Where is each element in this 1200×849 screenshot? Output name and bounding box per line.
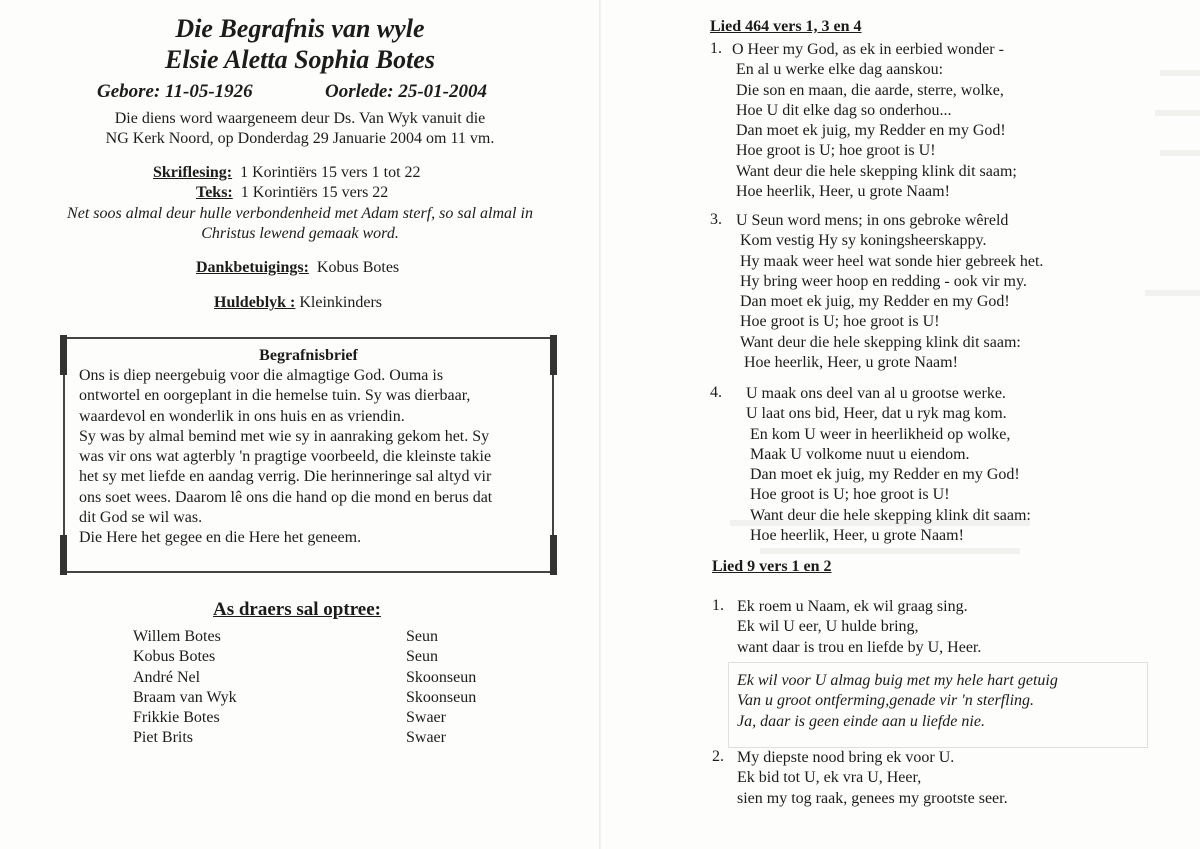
funeral-letter-box — [63, 337, 554, 573]
scripture-label: Skriflesing: — [153, 164, 233, 181]
letter-line: dit God se wil was. — [79, 509, 203, 527]
letter-line: Die Here het gegee en die Here het geneem. — [79, 529, 362, 547]
verse-line: Ek bid tot U, ek vra U, Heer, — [737, 769, 922, 787]
letter-line: ons soet wees. Daarom lê ons die hand op die mond en berus dat — [79, 488, 493, 506]
verse-line: Kom vestig Hy sy koningsheerskappy. — [740, 232, 987, 250]
pallbearer-relations — [406, 627, 476, 749]
verse-line: Hy maak weer heel wat sonde hier gebreek het. — [740, 252, 1044, 270]
sermon-text — [196, 184, 388, 202]
bleed-through-mark — [1145, 290, 1200, 296]
pallbearer-relation: Seun — [406, 628, 438, 645]
thanks-row — [196, 259, 399, 277]
verse-line: Hoe groot is U; hoe groot is U! — [750, 486, 950, 504]
verse-line: Hoe U dit elke dag so onderhou... — [736, 101, 952, 119]
verse-line: Ek wil U eer, U hulde bring, — [737, 618, 919, 636]
verse-line: want daar is trou en liefde by U, Heer. — [737, 638, 982, 656]
bleed-through-mark — [1160, 70, 1200, 76]
verse-line: Dan moet ek juig, my Redder en my God! — [740, 293, 1010, 311]
box-corner-bottom-right — [550, 535, 557, 575]
verse-line: Dan moet ek juig, my Redder en my God! — [736, 122, 1006, 140]
verse-line: Ek roem u Naam, ek wil graag sing. — [737, 598, 968, 615]
chorus-line: Ek wil voor U almag buig met my hele hart getuig — [737, 672, 1058, 689]
box-corner-bottom-left — [60, 535, 67, 575]
chorus-line: Ja, daar is geen einde aan u liefde nie. — [737, 712, 985, 730]
pallbearer-name: Piet Brits — [133, 729, 194, 747]
verse-line: Want deur die hele skepping klink dit saam; — [736, 162, 1017, 180]
pallbearer-relation: Skoonseun — [406, 688, 477, 706]
hymn-464-heading: Lied 464 vers 1, 3 en 4 — [710, 18, 862, 35]
title-line-1: Die Begrafnis van wyle — [175, 14, 425, 43]
hymn-9-chorus — [737, 671, 1058, 732]
pallbearer-relation: Seun — [406, 648, 438, 666]
service-line-2: NG Kerk Noord, op Donderdag 29 Januarie 2004 om 11 vm. — [105, 130, 495, 147]
pallbearer-names — [133, 627, 237, 749]
title-line-2: Elsie Aletta Sophia Botes — [165, 45, 435, 74]
verse-line: En kom U weer in heerlikheid op wolke, — [750, 425, 1011, 443]
pallbearer-name: Braam van Wyk — [133, 688, 237, 706]
verse-line: sien my tog raak, genees my grootste seer. — [737, 789, 1008, 807]
verse-line: Hoe heerlik, Heer, u grote Naam! — [750, 527, 964, 545]
service-line-1: Die diens word waargeneem deur Ds. Van Wyk vanuit die — [114, 110, 486, 127]
pallbearer-relation: Skoonseun — [406, 668, 477, 686]
verse-line: Hoe heerlik, Heer, u grote Naam! — [736, 183, 950, 201]
verse-line: U maak ons deel van al u grootse werke. — [746, 385, 1006, 402]
hymn-464-verse-3 — [736, 211, 1043, 373]
bleed-through-mark — [1155, 110, 1200, 116]
hymn-464-verse-4 — [746, 384, 1031, 546]
hymn-464-verse-1 — [732, 40, 1017, 202]
verse-line: O Heer my God, as ek in eerbied wonder - — [732, 41, 1004, 58]
pallbearer-name: Frikkie Botes — [133, 709, 220, 727]
verse-line: Dan moet ek juig, my Redder en my God! — [750, 466, 1020, 484]
bleed-through-mark — [1160, 150, 1200, 156]
verse-number: 4. — [710, 384, 722, 401]
scripture-value: 1 Korintiërs 15 vers 1 tot 22 — [240, 164, 421, 181]
funeral-letter-title: Begrafnisbrief — [259, 347, 358, 364]
birth-date: Gebore: 11-05-1926 — [97, 81, 253, 102]
letter-line: Ons is diep neergebuig voor die almagtige God. Ouma is — [79, 367, 444, 384]
verse-line: Hoe groot is U; hoe groot is U! — [740, 313, 940, 331]
tribute-label: Huldeblyk : — [214, 294, 296, 311]
text-label: Teks: — [196, 184, 233, 201]
letter-line: waardevol en wonderlik in ons huis en as vriendin. — [79, 407, 405, 425]
tribute-value: Kleinkinders — [299, 294, 383, 311]
verse-line: Hoe heerlik, Heer, u grote Naam! — [744, 354, 958, 372]
pallbearer-relation: Swaer — [406, 709, 446, 727]
thanks-label: Dankbetuigings: — [196, 259, 309, 276]
verse-line: Die son en maan, die aarde, sterre, wolke, — [736, 81, 1004, 99]
tribute-row — [214, 294, 382, 312]
verse-line: U laat ons bid, Heer, dat u ryk mag kom. — [746, 405, 1007, 423]
verse-line: My diepste nood bring ek voor U. — [737, 749, 955, 766]
bible-verse-line-2: Christus lewend gemaak word. — [201, 225, 399, 242]
verse-line: Maak U volkome nuut u eiendom. — [750, 445, 970, 463]
letter-line: ontwortel en oorgeplant in die hemelse tuin. Sy was dierbaar, — [79, 387, 471, 405]
pallbearer-name: André Nel — [133, 668, 201, 686]
verse-line: Want deur die hele skepping klink dit saam: — [740, 333, 1021, 351]
verse-number: 3. — [710, 211, 722, 228]
verse-number: 1. — [712, 597, 724, 614]
verse-line: Want deur die hele skepping klink dit saam: — [750, 506, 1031, 524]
bible-verse-line-1: Net soos almal deur hulle verbondenheid met Adam sterf, so sal almal in — [67, 205, 533, 222]
death-date: Oorlede: 25-01-2004 — [325, 81, 487, 102]
pallbearers-heading: As draers sal optree: — [213, 599, 381, 620]
thanks-value: Kobus Botes — [316, 259, 400, 276]
bleed-through-mark — [760, 548, 1020, 554]
verse-line: U Seun word mens; in ons gebroke wêreld — [736, 212, 1009, 229]
verse-line: Hy bring weer hoop en redding - ook vir my. — [740, 272, 1027, 290]
scripture-reading — [153, 164, 421, 182]
verse-number: 2. — [712, 748, 724, 765]
pallbearer-name: Kobus Botes — [133, 648, 216, 666]
chorus-line: Van u groot ontferming,genade vir 'n sterfling. — [737, 692, 1035, 710]
funeral-letter-text — [79, 366, 492, 549]
verse-number: 1. — [710, 40, 722, 57]
letter-line: was vir ons wat agterbly 'n pragtige voorbeeld, die kleinste takie — [79, 448, 492, 466]
hymn-9-verse-2 — [737, 748, 1008, 809]
letter-line: het sy met liefde en aandag verrig. Die herinneringe sal altyd vir — [79, 468, 492, 486]
verse-line: En al u werke elke dag aanskou: — [736, 61, 944, 79]
right-page — [600, 0, 1200, 849]
hymn-9-verse-1 — [737, 597, 981, 658]
hymn-9-heading: Lied 9 vers 1 en 2 — [712, 558, 832, 575]
letter-line: Sy was by almal bemind met wie sy in aanraking gekom het. Sy — [79, 427, 490, 445]
text-value: 1 Korintiërs 15 vers 22 — [240, 184, 389, 201]
pallbearer-relation: Swaer — [406, 729, 446, 747]
pallbearer-name: Willem Botes — [133, 628, 221, 645]
verse-line: Hoe groot is U; hoe groot is U! — [736, 142, 936, 160]
